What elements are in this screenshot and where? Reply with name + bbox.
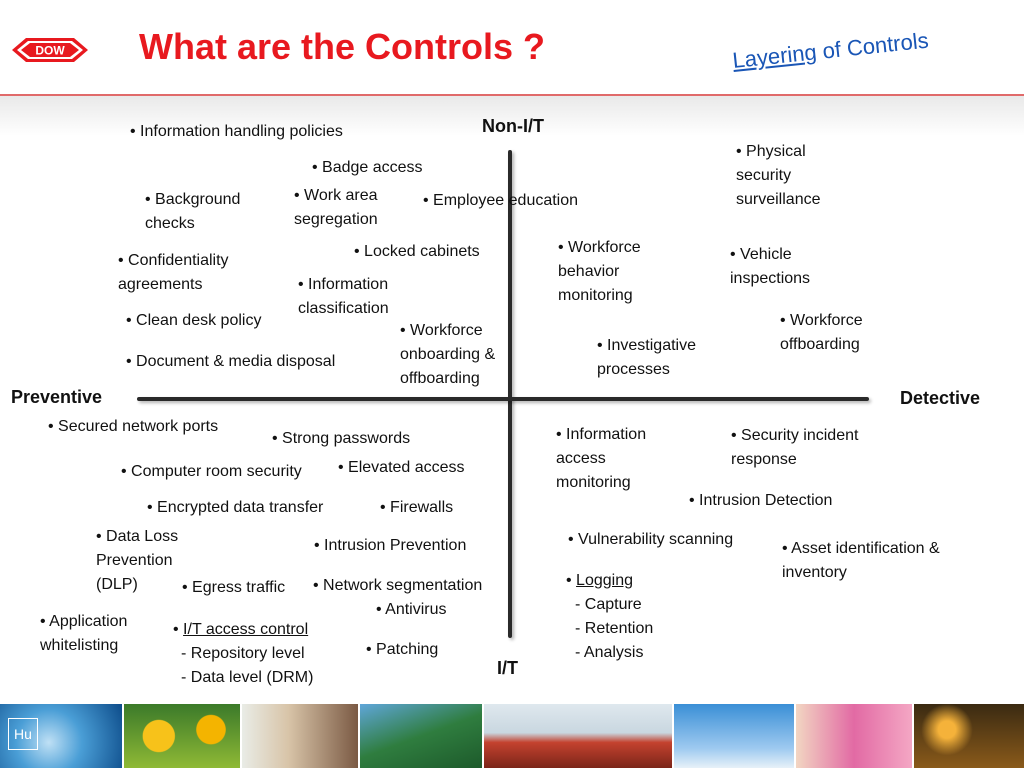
item-patching: • Patching [366, 641, 439, 658]
item-information-access-monitoring: • Information access monitoring [556, 426, 647, 491]
item-it-access-control: • I/T access control - Repository level - Data level (DRM) [173, 621, 314, 686]
item-antivirus: • Antivirus [376, 601, 447, 618]
item-badge-access: • Badge access [312, 159, 423, 176]
item-computer-room-security: • Computer room security [121, 463, 302, 480]
subtitle-layering: Layering [731, 39, 818, 74]
item-vehicle-inspections: • Vehicle inspections [730, 246, 811, 287]
item-network-segmentation: • Network segmentation [313, 577, 483, 594]
item-intrusion-prevention: • Intrusion Prevention [314, 537, 467, 554]
vertical-axis [508, 150, 512, 638]
item-firewalls: • Firewalls [380, 499, 454, 516]
photo-plants [360, 704, 484, 768]
axis-label-detective: Detective [900, 388, 981, 408]
item-workforce-offboarding: • Workforce offboarding [780, 312, 863, 353]
item-physical-security-surveillance: • Physical security surveillance [736, 143, 821, 208]
item-information-handling-policies: • Information handling policies [130, 123, 343, 140]
item-egress-traffic: • Egress traffic [182, 579, 286, 596]
item-information-classification: • Information classification [298, 276, 389, 317]
item-background-checks: • Background checks [145, 191, 241, 232]
item-workforce-behavior-monitoring: • Workforce behavior monitoring [558, 239, 641, 304]
item-logging: • Logging - Capture - Retention - Analysis [566, 572, 654, 661]
photo-children-reading [796, 704, 914, 768]
axis-label-non-it: Non-I/T [482, 116, 544, 136]
axis-label-it: I/T [497, 658, 518, 678]
item-workforce-onboarding: • Workforce onboarding & offboarding [400, 322, 496, 387]
photo-wind-turbines [674, 704, 796, 768]
item-data-loss-prevention: • Data Loss Prevention (DLP) [96, 528, 179, 593]
item-confidentiality-agreements: • Confidentiality agreements [118, 252, 229, 293]
photo-industrial-deck [484, 704, 674, 768]
item-asset-identification-inventory: • Asset identification & inventory [782, 540, 940, 581]
item-application-whitelisting: • Application whitelisting [40, 613, 128, 654]
item-investigative-processes: • Investigative processes [597, 337, 696, 378]
item-work-area-segregation: • Work area segregation [294, 187, 378, 228]
page-title: What are the Controls ? [139, 26, 546, 67]
item-strong-passwords: • Strong passwords [272, 430, 411, 447]
item-secured-network-ports: • Secured network ports [48, 418, 219, 435]
item-employee-education: • Employee education [423, 192, 579, 209]
axis-label-preventive: Preventive [11, 387, 103, 407]
dow-logo [12, 36, 88, 64]
item-vulnerability-scanning: • Vulnerability scanning [568, 531, 734, 548]
item-document-media-disposal: • Document & media disposal [126, 353, 336, 370]
svg-text:DOW: DOW [35, 43, 65, 58]
item-intrusion-detection: • Intrusion Detection [689, 492, 833, 509]
subtitle-rest: of Controls [815, 27, 930, 65]
item-clean-desk-policy: • Clean desk policy [126, 312, 262, 329]
item-locked-cabinets: • Locked cabinets [354, 243, 480, 260]
photo-plant-lights [914, 704, 1024, 768]
photo-sunflowers [124, 704, 242, 768]
footer-photo-strip [0, 704, 1024, 768]
item-encrypted-data-transfer: • Encrypted data transfer [147, 499, 324, 516]
item-elevated-access: • Elevated access [338, 459, 465, 476]
photo-people [242, 704, 360, 768]
hu-badge: Hu [8, 718, 38, 750]
item-security-incident-response: • Security incident response [731, 427, 859, 468]
horizontal-axis [137, 397, 869, 401]
